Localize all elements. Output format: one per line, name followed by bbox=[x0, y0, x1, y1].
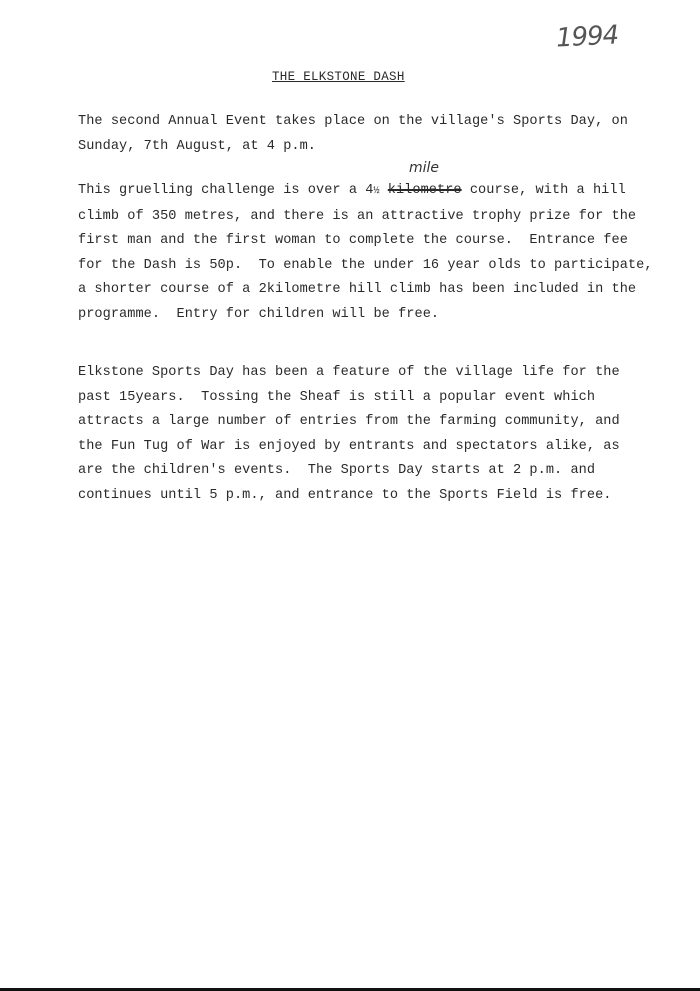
paragraph-3-line-3: attracts a large number of entries from the farming community, and bbox=[78, 414, 620, 429]
paragraph-3-line-1: Elkstone Sports Day has been a feature of the village life for the bbox=[78, 365, 620, 380]
paragraph-1-line-1: The second Annual Event takes place on the village's Sports Day, on bbox=[78, 114, 628, 129]
paragraph-2-line-2: climb of 350 metres, and there is an attractive trophy prize for the bbox=[78, 208, 637, 224]
handwritten-correction: mile bbox=[409, 160, 440, 176]
paragraph-1 bbox=[78, 110, 668, 159]
paragraph-2-line-1-start: This gruelling challenge is over a 4 bbox=[78, 183, 374, 198]
paragraph-2-line-1-end: course, with a hill bbox=[461, 183, 626, 198]
paragraph-2-line-5: a shorter course of a 2kilometre hill climb has been included in the bbox=[78, 282, 637, 297]
document-title: THE ELKSTONE DASH bbox=[272, 70, 405, 84]
paragraph-3-line-5: are the children's events. The Sports Day starts at 2 p.m. and bbox=[78, 463, 596, 478]
handwritten-year: 1994 bbox=[555, 20, 619, 54]
paragraph-3 bbox=[78, 361, 668, 508]
paragraph-2 bbox=[78, 179, 668, 327]
paragraph-2-line-1 bbox=[78, 179, 668, 205]
fraction-half: ½ bbox=[373, 186, 380, 197]
paragraph-3-line-4: the Fun Tug of War is enjoyed by entrants and spectators alike, as bbox=[78, 438, 620, 454]
paragraph-3-line-6: continues until 5 p.m., and entrance to the Sports Field is free. bbox=[78, 487, 612, 503]
paragraph-3-line-2: past 15years. Tossing the Sheaf is still a popular event which bbox=[78, 389, 596, 405]
struck-word: kilometre bbox=[387, 183, 462, 198]
paragraph-2-line-4: for the Dash is 50p. To enable the under 16 year olds to participate, bbox=[78, 257, 653, 273]
paragraph-2-line-3: first man and the first woman to complete the course. Entrance fee bbox=[78, 233, 628, 248]
paragraph-2-line-6: programme. Entry for children will be free. bbox=[78, 306, 440, 322]
paragraph-1-line-2: Sunday, 7th August, at 4 p.m. bbox=[78, 138, 317, 154]
